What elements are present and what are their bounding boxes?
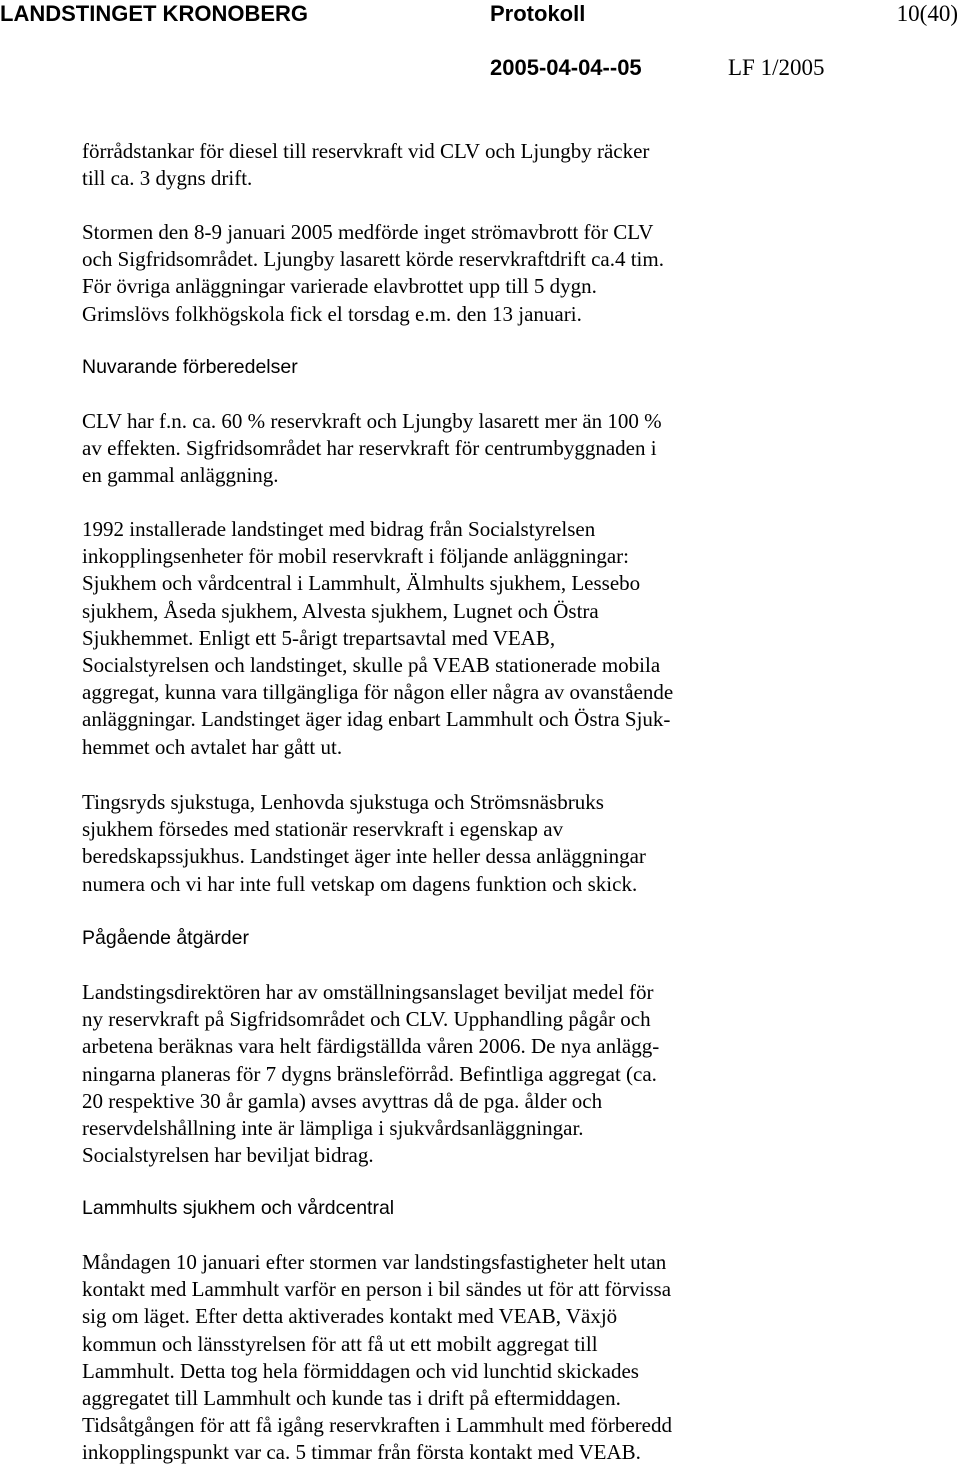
text-line: 20 respektive 30 år gamla) avses avyttras då de pga. ålder och xyxy=(82,1088,603,1113)
text-line: aggregat, kunna vara tillgängliga för någon eller några av ovanstående xyxy=(82,680,674,705)
text-line: och Sigfridsområdet. Ljungby lasarett körde reservkraftdrift ca.4 tim. xyxy=(82,247,664,272)
text-line: ny reservkraft på Sigfridsområdet och CLV. Upphandling pågår och xyxy=(82,1007,651,1032)
text-line: inkopplingspunkt var ca. 5 timmar från första kontakt med VEAB. xyxy=(82,1440,641,1465)
text-line: arbetena beräknas vara helt färdigställda våren 2006. De nya anlägg- xyxy=(82,1034,660,1059)
text-line: sjukhem, Åseda sjukhem, Alvesta sjukhem, Lugnet och Östra xyxy=(82,598,599,623)
text-line: Tidsåtgången för att få igång reservkraften i Lammhult med förberedd xyxy=(82,1413,672,1438)
document-reference: LF 1/2005 xyxy=(728,55,825,80)
text-line: Sjukhemmet. Enligt ett 5-årigt trepartsavtal med VEAB, xyxy=(82,625,556,650)
text-line: 1992 installerade landstinget med bidrag från Socialstyrelsen xyxy=(82,517,596,541)
text-line: inkopplingsenheter för mobil reservkraft i följande anläggningar: xyxy=(82,544,629,569)
text-line: CLV har f.n. ca. 60 % reservkraft och Ljungby lasarett mer än 100 % xyxy=(82,409,662,433)
section-heading-current-preparations: Nuvarande förberedelser xyxy=(82,356,298,378)
text-line: förrådstankar för diesel till reservkraft vid CLV och Ljungby räcker xyxy=(82,139,650,163)
text-line: sjukhem försedes med stationär reservkraft i egenskap av xyxy=(82,817,564,842)
document-type: Protokoll xyxy=(490,1,586,26)
page-number: 10(40) xyxy=(896,1,958,26)
paragraph-storm xyxy=(82,219,782,328)
text-line: Tingsryds sjukstuga, Lenhovda sjukstuga och Strömsnäsbruks xyxy=(82,790,604,814)
text-line: Lammhult. Detta tog hela förmiddagen och vid lunchtid skickades xyxy=(82,1358,639,1383)
text-line: Måndagen 10 januari efter stormen var landstingsfastigheter helt utan xyxy=(82,1250,667,1274)
text-line: ningarna planeras för 7 dygns bränsleförråd. Befintliga aggregat (ca. xyxy=(82,1061,657,1086)
text-line: aggregatet till Lammhult och kunde tas i drift på eftermiddagen. xyxy=(82,1386,621,1411)
text-line: en gammal anläggning. xyxy=(82,463,279,488)
text-line: kommun och länsstyrelsen för att få ut ett mobilt aggregat till xyxy=(82,1331,598,1356)
text-line: till ca. 3 dygns drift. xyxy=(82,166,253,191)
paragraph-fuel-tanks xyxy=(82,138,782,192)
paragraph-lammhult-storm-response xyxy=(82,1249,782,1467)
text-line: av effekten. Sigfridsområdet har reservkraft för centrumbyggnaden i xyxy=(82,436,657,461)
text-line: kontakt med Lammhult varför en person i bil sändes ut för att förvissa xyxy=(82,1277,672,1302)
text-line: Landstingsdirektören har av omställningsanslaget beviljat medel för xyxy=(82,980,654,1004)
paragraph-1992-installation xyxy=(82,516,782,761)
paragraph-stationary-reserve xyxy=(82,789,782,898)
text-line: numera och vi har inte full vetskap om dagens funktion och skick. xyxy=(82,871,638,896)
text-line: Grimslövs folkhögskola fick el torsdag e.m. den 13 januari. xyxy=(82,301,582,326)
text-line: anläggningar. Landstinget äger idag enbart Lammhult och Östra Sjuk- xyxy=(82,707,671,732)
text-line: reservdelshållning inte är lämpliga i sjukvårdsanläggningar. xyxy=(82,1116,584,1141)
text-line: Socialstyrelsen har beviljat bidrag. xyxy=(82,1143,374,1168)
text-line: beredskapssjukhus. Landstinget äger inte heller dessa anläggningar xyxy=(82,844,646,869)
text-line: Stormen den 8-9 januari 2005 medförde inget strömavbrott för CLV xyxy=(82,220,654,244)
paragraph-current-reserve xyxy=(82,408,782,490)
section-heading-lammhult: Lammhults sjukhem och vårdcentral xyxy=(82,1197,395,1219)
text-line: Socialstyrelsen och landstinget, skulle på VEAB stationerade mobila xyxy=(82,653,661,678)
organization-name: LANDSTINGET KRONOBERG xyxy=(0,1,308,26)
paragraph-new-reserve-power xyxy=(82,979,782,1169)
meeting-date: 2005-04-04--05 xyxy=(490,55,642,80)
text-line: Sjukhem och vårdcentral i Lammhult, Älmhults sjukhem, Lessebo xyxy=(82,571,641,596)
text-line: hemmet och avtalet har gått ut. xyxy=(82,734,343,759)
text-line: sig om läget. Efter detta aktiverades kontakt med VEAB, Växjö xyxy=(82,1304,618,1329)
section-heading-ongoing-measures: Pågående åtgärder xyxy=(82,927,249,949)
text-line: För övriga anläggningar varierade elavbrottet upp till 5 dygn. xyxy=(82,274,597,299)
